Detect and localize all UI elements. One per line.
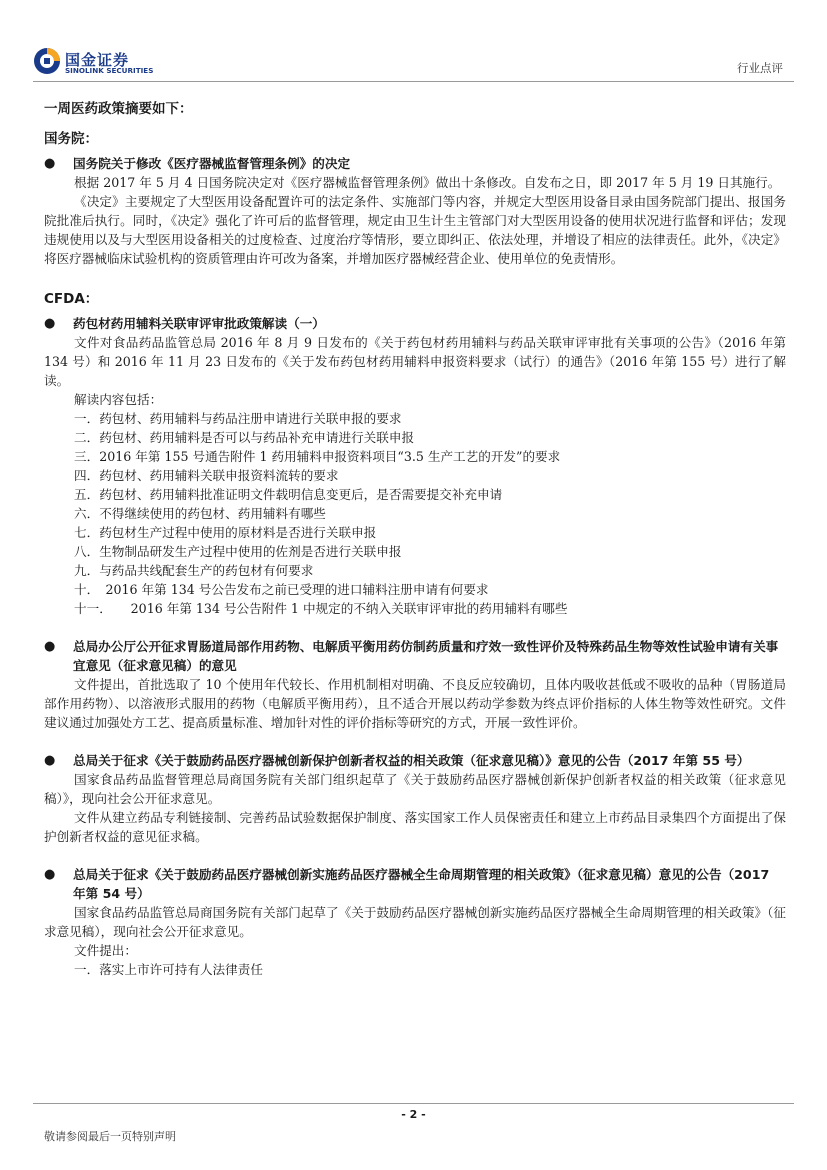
sinolink-logo-icon (33, 47, 61, 75)
paragraph: 国家食品药品监督管理总局商国务院有关部门组织起草了《关于鼓励药品医疗器械创新保护创新者权益的相关政策（征求意见稿）》，现向社会公开征求意见。 (44, 772, 786, 806)
policy-title-text: 药包材药用辅料关联审评审批政策解读（一） (73, 316, 325, 331)
logo-english-name: SINOLINK SECURITIES (65, 66, 154, 75)
bullet-icon: ● (44, 316, 56, 331)
list-item: 六．不得继续使用的药包材、药用辅料有哪些 (74, 506, 326, 521)
disclaimer-note: 敬请参阅最后一页特别声明 (44, 1130, 176, 1143)
list-item: 八．生物制品研发生产过程中使用的佐剂是否进行关联申报 (74, 544, 402, 559)
policy-title-text: 总局关于征求《关于鼓励药品医疗器械创新保护创新者权益的相关政策（征求意见稿）》意见的公告（2017 年第 55 号） (73, 753, 750, 768)
paragraph: 一．落实上市许可持有人法律责任 (74, 962, 263, 977)
list-item: 四．药包材、药用辅料关联申报资料流转的要求 (74, 468, 339, 483)
header-divider (33, 81, 794, 82)
page-header (0, 0, 827, 84)
logo-chinese-name: 国金证券 (65, 51, 130, 69)
policy-title-text: 国务院关于修改《医疗器械监督管理条例》的决定 (73, 156, 351, 171)
bullet-icon: ● (44, 867, 56, 882)
document-body (44, 100, 786, 979)
paragraph: 文件提出，首批选取了 10 个使用年代较长、作用机制相对明确、不良反应较确切，且体内吸收甚低或不吸收的品种（胃肠道局部作用药物）、以溶液形式服用的药物（电解质平衡用药），且不适合开展以药动学参数为终点评价指标的人体生物等效性研究。文件建议通过加强处方工艺、提高质量标准、增加针对性的评价指标等研究的方式，开展一致性评价。 (44, 677, 786, 730)
bullet-icon: ● (44, 753, 56, 768)
paragraph: 《决定》主要规定了大型医用设备配置许可的法定条件、实施部门等内容，并规定大型医用设备目录由国务院部门提出、报国务院批准后执行。同时，《决定》强化了许可后的监督管理，规定由卫生计生主管部门对大型医用设备的使用状况进行监督和评估；发现违规使用以及与大型医用设备相关的过度检查、过度治疗等情形，要立即纠正、依法处理，并增设了相应的法律责任。此外，《决定》将医疗器械临床试验机构的资质管理由许可改为备案，并增加医疗器械经营企业、使用单位的免责情形。 (44, 194, 786, 266)
paragraph: 文件提出： (74, 943, 137, 958)
page-number: - 2 - (401, 1108, 426, 1121)
list-item: 二．药包材、药用辅料是否可以与药品补充申请进行关联申报 (74, 430, 415, 445)
report-type-label: 行业点评 (737, 61, 783, 75)
paragraph: 国家食品药品监管总局商国务院有关部门起草了《关于鼓励药品医疗器械创新实施药品医疗器械全生命周期管理的相关政策》（征求意见稿），现向社会公开征求意见。 (44, 905, 786, 939)
list-item: 九．与药品共线配套生产的药包材有何要求 (74, 563, 314, 578)
policy-title-text: 总局办公厅公开征求胃肠道局部作用药物、电解质平衡用药仿制药质量和疗效一致性评价及特殊药品生物等效性试验申请有关事宜意见（征求意见稿）的意见 (73, 639, 779, 673)
paragraph: 文件对食品药品监管总局 2016 年 8 月 9 日发布的《关于药包材药用辅料与药品关联审评审批有关事项的公告》（2016 年第 134 号）和 2016 年 11 月 23 日发布的《关于发布药包材药用辅料申报资料要求（试行）的通告》（2016 年第 155 号）进行了解读。 (44, 335, 786, 388)
list-item: 七．药包材生产过程中使用的原材料是否进行关联申报 (74, 525, 377, 540)
policy-item-title (44, 751, 786, 770)
policy-item-title (44, 865, 786, 903)
bullet-icon: ● (44, 639, 56, 654)
footer-divider (33, 1103, 794, 1104)
paragraph: 文件从建立药品专利链接制、完善药品试验数据保护制度、落实国家工作人员保密责任和建立上市药品目录集四个方面提出了保护创新者权益的意见征求稿。 (44, 810, 786, 844)
cfda-heading: CFDA： (44, 291, 99, 307)
company-logo (33, 47, 163, 77)
list-intro: 解读内容包括： (74, 392, 163, 407)
policy-item-title (44, 154, 786, 173)
paragraph: 根据 2017 年 5 月 4 日国务院决定对《医疗器械监督管理条例》做出十条修改。自发布之日，即 2017 年 5 月 19 日其施行。 (74, 175, 781, 190)
list-item: 十一． 2016 年第 134 号公告附件 1 中规定的不纳入关联审评审批的药用辅料有哪些 (74, 601, 568, 616)
policy-title-text: 总局关于征求《关于鼓励药品医疗器械创新实施药品医疗器械全生命周期管理的相关政策》（征求意见稿）意见的公告（2017 年第 54 号） (73, 867, 770, 901)
policy-item-title (44, 314, 786, 333)
list-item: 五．药包材、药用辅料批准证明文件载明信息变更后，是否需要提交补充申请 (74, 487, 503, 502)
list-item: 三．2016 年第 155 号通告附件 1 药用辅料申报资料项目“3.5 生产工艺的开发”的要求 (74, 449, 561, 464)
policy-item-title (44, 637, 786, 675)
summary-title: 一周医药政策摘要如下： (44, 101, 193, 117)
list-item: 一．药包材、药用辅料与药品注册申请进行关联申报的要求 (74, 411, 402, 426)
state-council-heading: 国务院： (44, 131, 98, 147)
list-item: 十． 2016 年第 134 号公告发布之前已受理的进口辅料注册申请有何要求 (74, 582, 489, 597)
bullet-icon: ● (44, 156, 56, 171)
